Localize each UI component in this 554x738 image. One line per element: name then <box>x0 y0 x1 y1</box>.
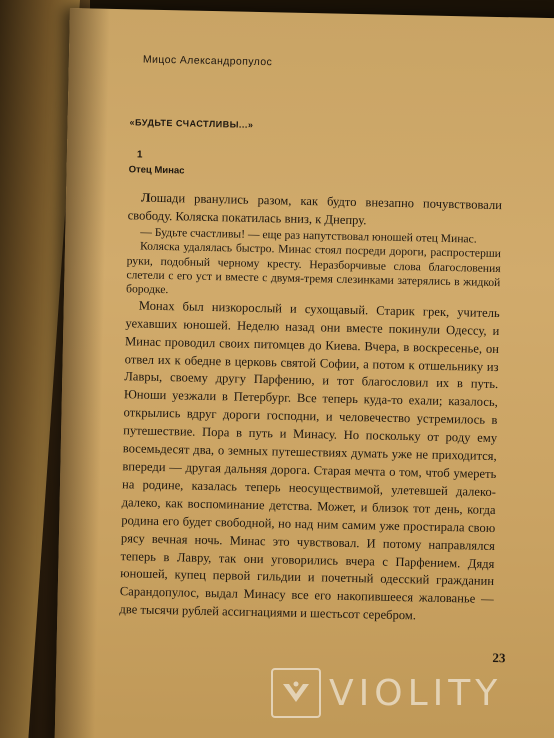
running-head: Мицос Александропулос <box>142 53 273 69</box>
page-number: 23 <box>492 649 506 666</box>
page-content <box>119 53 505 627</box>
watermark-text: VIOLITY <box>329 672 503 714</box>
violity-logo-icon <box>271 668 321 718</box>
chapter-number: 1 <box>136 149 143 161</box>
paragraph-4: Монах был низкорослый и сухощавый. Старик грек, учитель уехавших юношей. Неделю назад они вместе покинули Одессу, и Минас проводил своих питомцев до Киева. Вчера, в воскресенье, он отвел их к обедне в церковь святой Софии, а потом к отшельнику из Лавры, своему другу Парфению, и тот благословил их в путь. Юноши уезжали в Петербург. Все теперь куда-то ехали; казалось, открылись вдруг дороги господни, и человечество устремилось в путешествие. Пора в путь и Минасу. Но поскольку от роду ему восемьдесят два, о земных путешествиях думать уже не приходится, впереди — другая дальняя дорога. Старая мечта о том, чтоб умереть на родине, казалась теперь неосуществимой, улетевшей далеко-далеко, как воспоминание детства. Может, и близок тот день, когда родина его будет свободной, но над ним самим уже простирала свою рясу вечная ночь. Минас это чувствовал. И потому направлялся теперь в Лавру, так они уговорились вчера с Парфением. Дядя юношей, купец первой гильдии и почетный одесский гражданин Сарандопулос, выдал Минасу все его накопившееся жалованье — две тысячи рублей ассигнациями и шестьсот серебром. <box>119 298 500 623</box>
paragraph-2: — Будьте счастливы! — еще раз напутствовал юношей отец Минас. <box>140 225 477 246</box>
paragraph-text: ошади рванулись разом, как будто внезапно почувствовали свободу. Коляска покатилась вниз, к Днепру. <box>127 190 503 228</box>
watermark <box>271 667 502 719</box>
section-title: «БУДЬТЕ СЧАСТЛИВЫ...» <box>129 117 254 130</box>
drop-letter: Л <box>140 190 151 205</box>
book-page <box>55 8 554 738</box>
chapter-title: Отец Минас <box>128 164 185 177</box>
paragraph-3: Коляска удалялась быстро. Минас стоял посреди дороги, распростерши руки, подобный черному кресту. Неразборчивые слова благословения слетели с его уст и вместе с двумя-тремя слезинками затерялись в жидкой бородке. <box>125 239 502 297</box>
